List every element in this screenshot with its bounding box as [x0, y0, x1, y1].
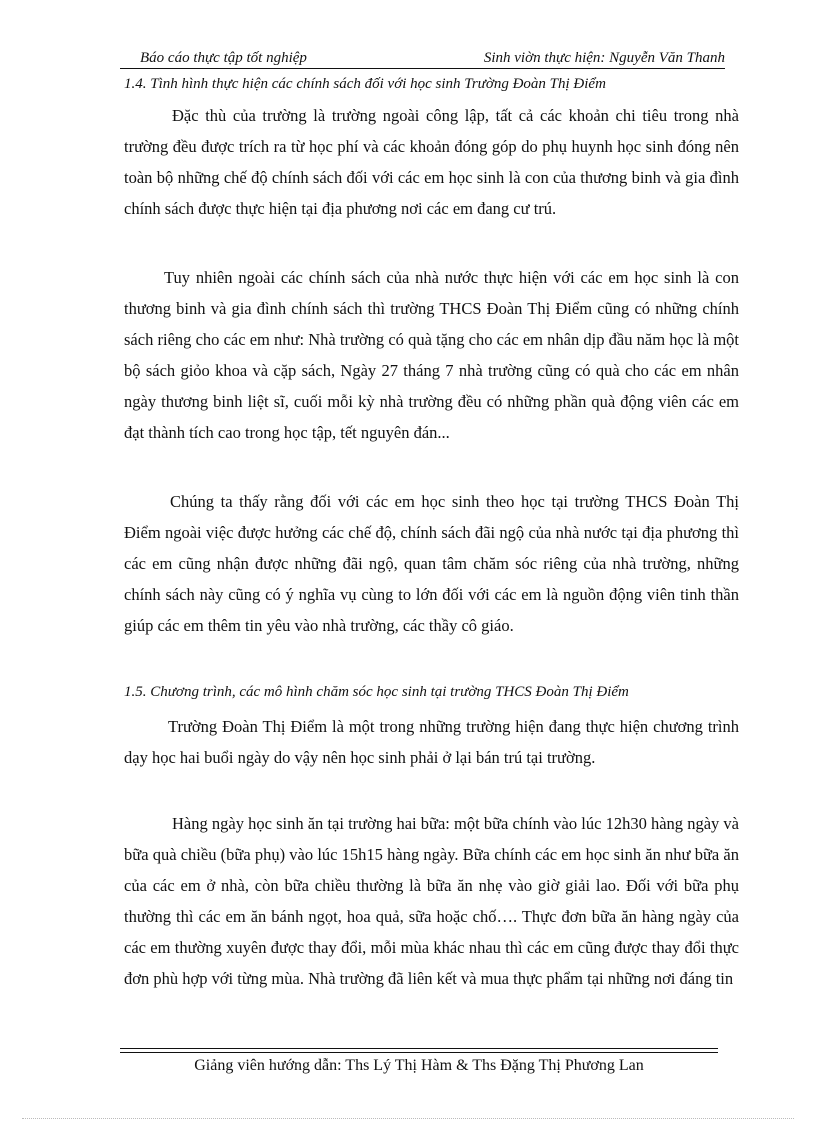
footer-rule-thin	[120, 1048, 718, 1049]
footer-rule-thick	[120, 1052, 718, 1053]
header-rule	[120, 68, 725, 69]
section-1-5-heading: 1.5. Chương trình, các mô hình chăm sóc học sinh tại trường THCS Đoàn Thị Điểm	[124, 684, 629, 700]
header-student-name: Sinh viờn thực hiện: Nguyễn Văn Thanh	[483, 50, 725, 66]
page-footer-advisors: Giảng viên hướng dẫn: Ths Lý Thị Hàm & Ths Đặng Thị Phương Lan	[194, 1057, 644, 1074]
section-1-4-paragraph-1: Đặc thù của trường là trường ngoài công lập, tất cả các khoản chi tiêu trong nhà trường đều được trích ra từ học phí và các khoản đóng góp do phụ huynh học sinh đóng nên toàn bộ những chế độ chính sách đối với các em học sinh là con của thương binh và gia đình chính sách được thực hiện tại địa phương nơi các em đang cư trú.	[124, 106, 739, 218]
section-1-5-paragraph-2: Hàng ngày học sinh ăn tại trường hai bữa: một bữa chính vào lúc 12h30 hàng ngày và bữa quà chiều (bữa phụ) vào lúc 15h15 hàng ngày. Bữa chính các em học sinh ăn như bữa ăn của các em ở nhà, còn bữa chiều thường là bữa ăn nhẹ vào giờ giải lao. Đối với bữa phụ thường thì các em ăn bánh ngọt, hoa quả, sữa hoặc chố…. Thực đơn bữa ăn hàng ngày của các em thường xuyên được thay đổi, mỗi mùa khác nhau thì các em cũng được thay đổi thực đơn phù hợp với từng mùa. Nhà trường đã liên kết và mua thực phẩm tại những nơi đáng tin	[124, 814, 739, 988]
section-1-4-heading: 1.4. Tình hình thực hiện các chính sách đối với học sinh Trường Đoàn Thị Điểm	[124, 76, 606, 92]
header-report-title: Báo cáo thực tập tốt nghiệp	[140, 50, 307, 66]
section-1-5-paragraph-1: Trường Đoàn Thị Điểm là một trong những trường hiện đang thực hiện chương trình dạy học hai buổi ngày do vậy nên học sinh phải ở lại bán trú tại trường.	[124, 717, 739, 767]
section-1-4-paragraph-3: Chúng ta thấy rằng đối với các em học sinh theo học tại trường THCS Đoàn Thị Điểm ngoài việc được hưởng các chế độ, chính sách đãi ngộ của nhà nước tại địa phương thì các em cũng nhận được những đãi ngộ, quan tâm chăm sóc riêng của nhà trường, những chính sách này cũng có ý nghĩa vụ cùng to lớn đối với các em là nguồn động viên tinh thần giúp các em thêm tin yêu vào nhà trường, các thầy cô giáo.	[124, 492, 739, 635]
section-1-4-paragraph-2: Tuy nhiên ngoài các chính sách của nhà nước thực hiện với các em học sinh là con thương binh và gia đình chính sách thì trường THCS Đoàn Thị Điểm cũng có những chính sách riêng cho các em như: Nhà trường có quà tặng cho các em nhân dịp đầu năm học là một bộ sách giỏo khoa và cặp sách, Ngày 27 tháng 7 nhà trường cũng có quà cho các em nhân ngày thương binh liệt sĩ, cuối mỗi kỳ nhà trường đều có những phần quà động viên các em đạt thành tích cao trong học tập, tết nguyên đán...	[124, 268, 739, 442]
page-edge-dotted-line	[22, 1118, 794, 1119]
